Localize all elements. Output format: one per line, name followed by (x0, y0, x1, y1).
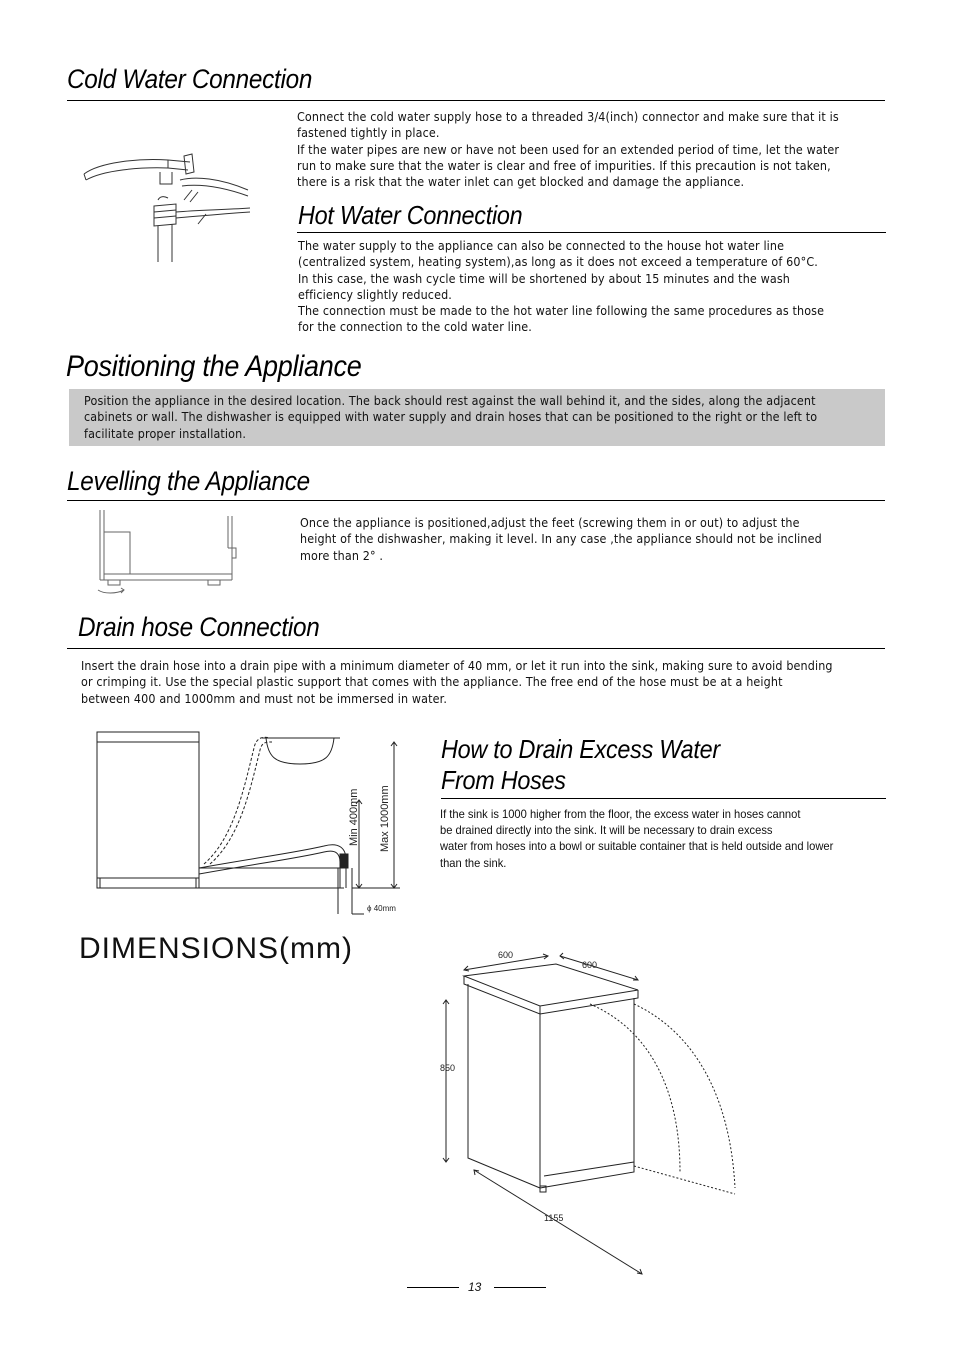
positioning-text (84, 393, 884, 442)
cold-water-rule (67, 100, 885, 101)
cold-water-line: there is a risk that the water inlet can get blocked and damage the appliance. (297, 175, 745, 190)
excess-water-heading-line: How to Drain Excess Water (441, 734, 720, 764)
levelling-text (300, 515, 877, 564)
excess-water-line: If the sink is 1000 higher from the floor, the excess water in hoses cannot (440, 807, 801, 821)
hot-water-rule (297, 232, 886, 233)
cold-water-line: fastened tightly in place. (297, 126, 440, 141)
drain-line: between 400 and 1000mm and must not be immersed in water. (81, 691, 448, 706)
levelling-illustration (94, 508, 244, 598)
cold-water-line: Connect the cold water supply hose to a threaded 3/4(inch) connector and make sure that it is (297, 110, 839, 124)
drain-rule (67, 648, 885, 649)
hot-water-line: efficiency slightly reduced. (298, 287, 453, 302)
dimensions-diagram (430, 940, 760, 1280)
drain-hose-diagram (94, 728, 414, 918)
hot-water-line: In this case, the wash cycle time will be shortened by about 15 minutes and the wash (298, 271, 791, 286)
pipe-diameter-label: ϕ 40mm (367, 904, 396, 913)
drain-heading: Drain hose Connection (78, 612, 320, 642)
positioning-line: facilitate proper installation. (84, 426, 247, 441)
max-height-label: Max 1000mm (379, 785, 391, 852)
door-open-label: 1155 (544, 1213, 564, 1223)
excess-water-heading-line: From Hoses (441, 765, 566, 795)
cold-water-text (297, 109, 874, 190)
drain-line: Insert the drain hose into a drain pipe with a minimum diameter of 40 mm, or let it run into the sink, making sure to avoid bending (81, 659, 833, 673)
hot-water-line: for the connection to the cold water line. (298, 320, 532, 335)
excess-water-heading (441, 734, 720, 796)
min-height-label: Min 400mm (348, 788, 360, 846)
cold-water-line: If the water pipes are new or have not been used for an extended period of time, let the water (297, 142, 840, 157)
hot-water-text (298, 238, 875, 336)
levelling-line: height of the dishwasher, making it level. In any case ,the appliance should not be inclined (300, 532, 822, 547)
excess-water-line: be drained directly into the sink. It will be necessary to drain excess (440, 823, 773, 838)
page-number-rule-left (407, 1287, 459, 1288)
drain-text (81, 658, 918, 707)
tap-connection-illustration (80, 150, 260, 265)
width-label: 600 (498, 950, 514, 960)
levelling-rule (67, 500, 885, 501)
hot-water-line: The water supply to the appliance can also be connected to the house hot water line (298, 239, 785, 253)
positioning-line: cabinets or wall. The dishwasher is equipped with water supply and drain hoses that can be positioned to the right or the left to (84, 410, 818, 425)
levelling-heading: Levelling the Appliance (67, 466, 310, 496)
dimensions-heading: DIMENSIONS(mm) (79, 932, 353, 965)
levelling-line: Once the appliance is positioned,adjust the feet (screwing them in or out) to adjust the (300, 516, 800, 530)
hot-water-heading: Hot Water Connection (298, 200, 523, 230)
positioning-line: Position the appliance in the desired location. The back should rest against the wall behind it, and the sides, along the adjacent (84, 394, 816, 408)
hot-water-line: (centralized system, heating system),as long as it does not exceed a temperature of 60°C. (298, 255, 818, 270)
excess-water-text (440, 806, 833, 871)
page-number-rule-right (494, 1287, 546, 1288)
page-number: 13 (468, 1280, 482, 1294)
hot-water-line: The connection must be made to the hot water line following the same procedures as those (298, 304, 825, 319)
excess-water-line: than the sink. (440, 855, 507, 870)
excess-water-line: water from hoses into a bowl or suitable container that is held outside and lower (440, 839, 834, 854)
levelling-line: more than 2° . (300, 548, 384, 563)
drain-line: or crimping it. Use the special plastic support that comes with the appliance. The free end of the hose must be at a height (81, 675, 783, 690)
cold-water-line: run to make sure that the water is clear and free of impurities. If this precaution is not taken, (297, 158, 831, 173)
height-label: 850 (440, 1063, 456, 1073)
cold-water-heading: Cold Water Connection (67, 64, 313, 94)
positioning-heading: Positioning the Appliance (66, 350, 362, 383)
excess-water-rule (441, 798, 886, 799)
depth-label: 600 (582, 960, 598, 970)
